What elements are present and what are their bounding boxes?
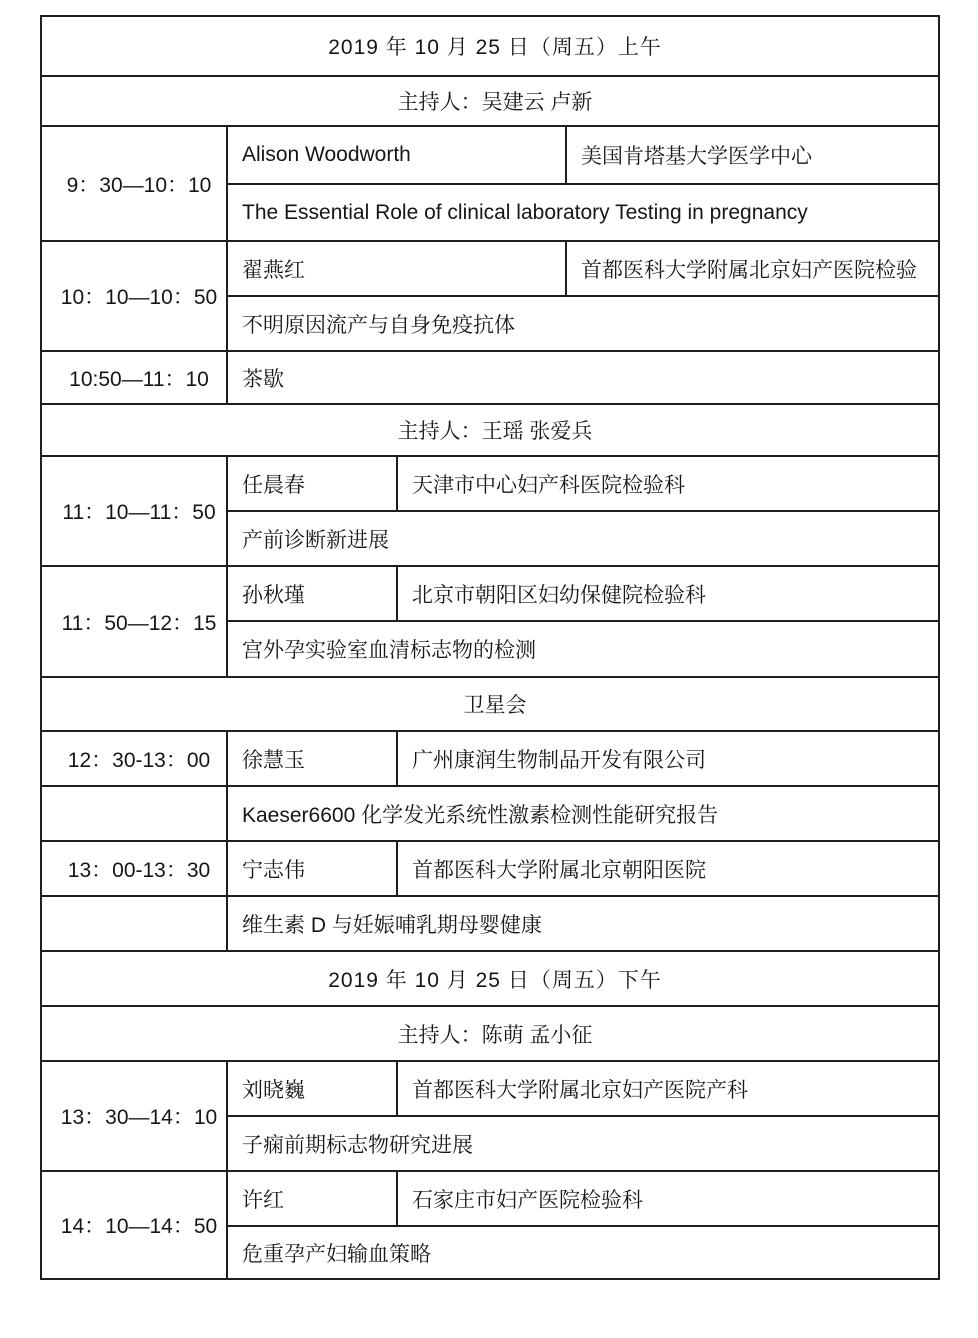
talk-time: 12：30-13：00 xyxy=(41,731,227,786)
section-header-satellite: 卫星会 xyxy=(41,677,939,731)
schedule-table xyxy=(40,15,940,1280)
host-label-3: 主持人：陈萌 孟小征 xyxy=(41,1006,939,1061)
session-time: 9：30—10：10 xyxy=(41,126,227,241)
speaker-affiliation: 美国肯塔基大学医学中心 xyxy=(566,126,939,184)
host-label-1: 主持人：吴建云 卢新 xyxy=(41,76,939,126)
section-row-afternoon xyxy=(41,951,939,1006)
host-row-2 xyxy=(41,404,939,456)
session-time: 11：50—12：15 xyxy=(41,566,227,677)
talk-title: Kaeser6600 化学发光系统性激素检测性能研究报告 xyxy=(227,786,939,841)
speaker-affiliation: 北京市朝阳区妇幼保健院检验科 xyxy=(397,566,939,621)
talk-title-row-1 xyxy=(41,786,939,841)
session-row-5a xyxy=(41,1061,939,1116)
session-row-6a xyxy=(41,1171,939,1226)
break-label: 茶歇 xyxy=(227,351,939,404)
talk-row-2 xyxy=(41,841,939,896)
talk-title: 宫外孕实验室血清标志物的检测 xyxy=(227,621,939,677)
talk-title: 不明原因流产与自身免疫抗体 xyxy=(227,296,939,351)
talk-title-row-2 xyxy=(41,896,939,951)
talk-title: The Essential Role of clinical laboratory Testing in pregnancy xyxy=(227,184,939,241)
speaker-affiliation: 首都医科大学附属北京妇产医院检验 xyxy=(566,241,939,296)
speaker-affiliation: 石家庄市妇产医院检验科 xyxy=(397,1171,939,1226)
session-row-2a xyxy=(41,241,939,296)
session-time: 14：10—14：50 xyxy=(41,1171,227,1279)
speaker-name: 孙秋瑾 xyxy=(227,566,397,621)
empty-time-cell xyxy=(41,786,227,841)
session-row-4a xyxy=(41,566,939,621)
host-row-1 xyxy=(41,76,939,126)
session-row-3a xyxy=(41,456,939,511)
section-header-afternoon: 2019 年 10 月 25 日（周五）下午 xyxy=(41,951,939,1006)
section-header-morning: 2019 年 10 月 25 日（周五）上午 xyxy=(41,16,939,76)
speaker-name: 宁志伟 xyxy=(227,841,397,896)
talk-title: 维生素 D 与妊娠哺乳期母婴健康 xyxy=(227,896,939,951)
speaker-name: 翟燕红 xyxy=(227,241,566,296)
speaker-name: 徐慧玉 xyxy=(227,731,397,786)
talk-time: 13：00-13：30 xyxy=(41,841,227,896)
speaker-affiliation: 首都医科大学附属北京朝阳医院 xyxy=(397,841,939,896)
host-label-2: 主持人：王瑶 张爱兵 xyxy=(41,404,939,456)
break-time: 10:50—11：10 xyxy=(41,351,227,404)
session-time: 10：10—10：50 xyxy=(41,241,227,351)
speaker-name: Alison Woodworth xyxy=(227,126,566,184)
session-time: 11：10—11：50 xyxy=(41,456,227,566)
speaker-affiliation: 广州康润生物制品开发有限公司 xyxy=(397,731,939,786)
speaker-name: 刘晓巍 xyxy=(227,1061,397,1116)
break-row xyxy=(41,351,939,404)
speaker-affiliation: 天津市中心妇产科医院检验科 xyxy=(397,456,939,511)
speaker-affiliation: 首都医科大学附属北京妇产医院产科 xyxy=(397,1061,939,1116)
talk-row-1 xyxy=(41,731,939,786)
speaker-name: 许红 xyxy=(227,1171,397,1226)
talk-title: 子痫前期标志物研究进展 xyxy=(227,1116,939,1171)
speaker-name: 任晨春 xyxy=(227,456,397,511)
session-time: 13：30—14：10 xyxy=(41,1061,227,1171)
session-row-1a xyxy=(41,126,939,184)
host-row-3 xyxy=(41,1006,939,1061)
section-row-morning xyxy=(41,16,939,76)
talk-title: 危重孕产妇输血策略 xyxy=(227,1226,939,1279)
talk-title: 产前诊断新进展 xyxy=(227,511,939,566)
section-row-satellite xyxy=(41,677,939,731)
empty-time-cell xyxy=(41,896,227,951)
